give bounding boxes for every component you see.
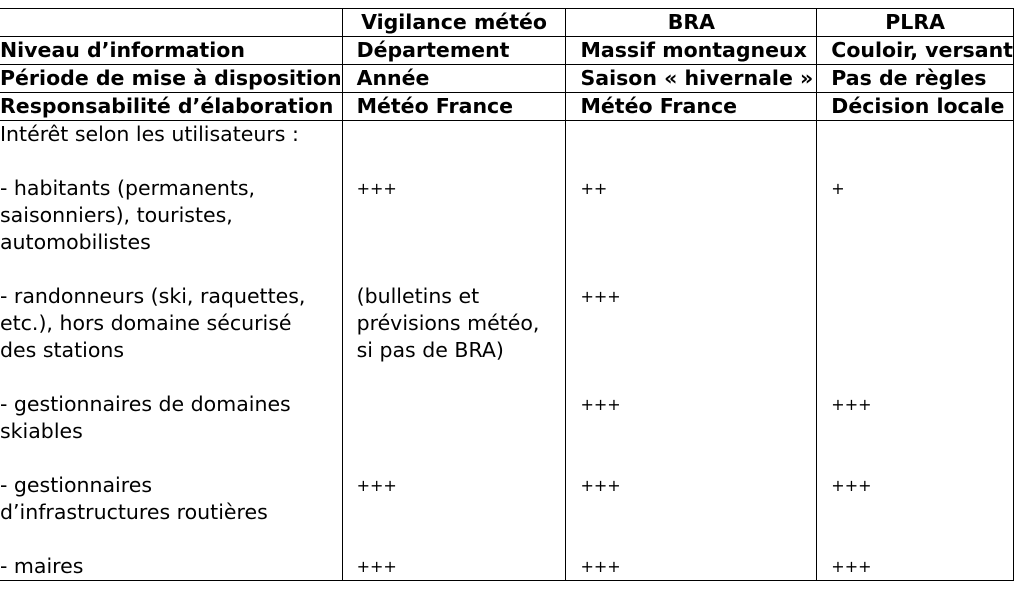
row-label: Responsabilité d’élaboration: [0, 93, 342, 121]
randonneurs-note: prévisions météo,: [356, 311, 540, 335]
gestionnaires-domaines-line: skiables: [0, 419, 83, 443]
header-plra: PLRA: [817, 9, 1014, 37]
gestionnaires-domaines-line: - gestionnaires de domaines: [0, 392, 291, 416]
table-row: [0, 65, 1014, 93]
table-row: [0, 93, 1014, 121]
header-bra: BRA: [566, 9, 817, 37]
habitants-line: automobilistes: [0, 230, 151, 254]
cell: Saison « hivernale »: [566, 65, 817, 93]
row-label: Période de mise à disposition: [0, 65, 342, 93]
users-vigilance-cell: [342, 121, 566, 581]
cell: Pas de règles: [817, 65, 1014, 93]
randonneurs-line: - randonneurs (ski, raquettes,: [0, 284, 306, 308]
gestionnaires-routes-line: - gestionnaires: [0, 473, 153, 497]
header-vigilance: Vigilance météo: [342, 9, 566, 37]
randonneurs-line: des stations: [0, 338, 125, 362]
header-empty: [0, 9, 342, 37]
randonneurs-note: (bulletins et: [356, 284, 480, 308]
cell: Couloir, versant: [817, 37, 1014, 65]
maires-mark: +++: [831, 557, 872, 576]
randonneurs-mark: [831, 283, 1013, 310]
habitants-line: saisonniers), touristes,: [0, 203, 233, 227]
habitants-mark: +++: [356, 179, 397, 198]
randonneurs-line: etc.), hors domaine sécurisé: [0, 311, 292, 335]
cell: Météo France: [342, 93, 566, 121]
cell: Massif montagneux: [566, 37, 817, 65]
cell: Décision locale: [817, 93, 1014, 121]
habitants-mark: ++: [580, 179, 608, 198]
row-label: Niveau d’information: [0, 37, 342, 65]
gestionnaires-routes-line: d’infrastructures routières: [0, 500, 268, 524]
gestionnaires-domaines-mark: +++: [580, 395, 621, 414]
users-intro: Intérêt selon les utilisateurs :: [0, 122, 299, 146]
maires-mark: +++: [356, 557, 397, 576]
maires-mark: +++: [580, 557, 621, 576]
users-label-cell: [0, 121, 342, 581]
comparison-table: [0, 8, 1014, 581]
cell: Département: [342, 37, 566, 65]
gestionnaires-routes-mark: +++: [356, 476, 397, 495]
habitants-mark: +: [831, 179, 845, 198]
header-row: [0, 9, 1014, 37]
gestionnaires-routes-mark: +++: [831, 476, 872, 495]
users-row: [0, 121, 1014, 581]
maires-line: - maires: [0, 554, 84, 578]
habitants-line: - habitants (permanents,: [0, 176, 256, 200]
users-bra-cell: [566, 121, 817, 581]
gestionnaires-domaines-mark: [357, 391, 566, 418]
gestionnaires-domaines-mark: +++: [831, 395, 872, 414]
users-plra-cell: [817, 121, 1014, 581]
cell: Année: [342, 65, 566, 93]
cell: Météo France: [566, 93, 817, 121]
table-row: [0, 37, 1014, 65]
gestionnaires-routes-mark: +++: [580, 476, 621, 495]
randonneurs-note: si pas de BRA): [356, 338, 504, 362]
randonneurs-mark: +++: [580, 287, 621, 306]
